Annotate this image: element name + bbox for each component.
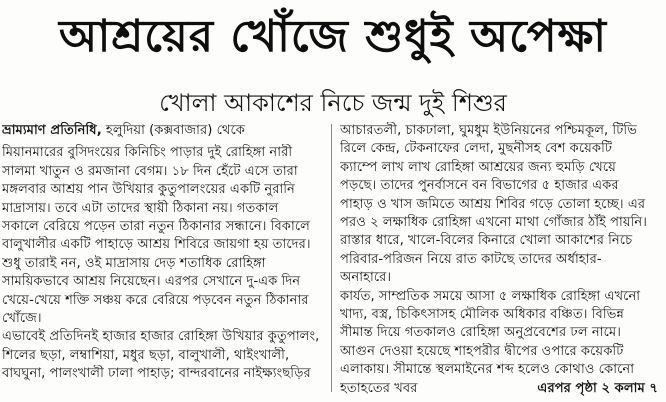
- body-line: খাদ্য, বস্ত্র, চিকিৎসাসহ মৌলিক অধিকার বঞ্চিত। বিভিন্ন: [340, 307, 624, 323]
- body-line: পরিবার-পরিজন নিয়ে রাত কাটছে তাদের অর্ধাহার-: [340, 251, 602, 267]
- body-line: হতাহতের খবর: [340, 380, 418, 396]
- body-line: শুধু তারাই নন, ওই মাদ্রাসায় দেড় শতাধিক রোহিঙ্গা: [2, 255, 266, 271]
- body-line: অনাহারে।: [340, 270, 392, 286]
- body-line: বাঘঘুনা, পালংখালী ঢালা পাহাড়; বান্দরবানের নাইক্ষ্যংছড়ির: [2, 366, 311, 382]
- body-line: মিয়ানমারের বুসিদংয়ের কিনিচিং পাড়ার দুই রোহিঙ্গা নারী: [2, 145, 293, 161]
- body-line: শিলের ছড়া, লম্বাশিয়া, মধুর ছড়া, বালুখালী, থাইংখালী,: [2, 347, 290, 363]
- body-line: পাহাড় ও খাস জমিতে আশ্রয় শিবির গড়ে তোলা হচ্ছে। এর: [340, 196, 646, 212]
- byline-reporter: ভ্রাম্যমাণ প্রতিনিধি,: [2, 123, 102, 138]
- body-line: সীমান্ত দিয়ে গতকালও রোহিঙ্গা অনুপ্রবেশের ঢল নামে।: [340, 325, 621, 341]
- headline: আশ্রয়ের খোঁজে শুধুই অপেক্ষা: [58, 11, 608, 62]
- body-line: মাদ্রাসায়। তবে এটা তাদের স্থায়ী ঠিকানা নয়। গতকাল: [2, 200, 279, 216]
- byline-place: হলুদিয়া (কক্সবাজার) থেকে: [105, 123, 246, 138]
- body-line: সালমা খাতুন ও রমজানা বেগম। ১৮ দিন হেঁটে এসে তারা: [2, 163, 298, 179]
- body-line: আগুন দেওয়া হয়েছে শাহপরীর দ্বীপের ওপারে কয়েকটি: [340, 343, 624, 359]
- byline: [2, 122, 324, 140]
- body-line: মঙ্গলবার আশ্রয় পান উখিয়ার কুতুপালংয়ের একটি নুরানি: [2, 182, 295, 198]
- body-line: রিলে কেন্দ্র, টেকনাফের লেদা, মুছনীসহ বেশ কয়েকটি: [340, 141, 613, 157]
- body-line: বালুখালীর একটি পাহাড়ে আশ্রয় শিবিরে জায়গা হয় তাদের।: [2, 237, 311, 253]
- body-line: রাস্তার ধারে, খালে-বিলের কিনারে খোলা আকাশের নিচে: [340, 233, 633, 249]
- subheadline: খোলা আকাশের নিচে জন্ম দুই শিশুর: [159, 89, 507, 117]
- body-line: পরও ২ লক্ষাধিক রোহিঙ্গা এখনো মাথা গোঁজার ঠাঁই পায়নি।: [340, 215, 647, 231]
- body-line: সকালে বেরিয়ে পড়েন তারা নতুন ঠিকানার সন্ধানে। বিকালে: [2, 219, 310, 235]
- body-line: খোঁজে।: [2, 311, 42, 327]
- body-line: এভাবেই প্রতিদিনই হাজার হাজার রোহিঙ্গা উখিয়ার কুতুপালং,: [2, 329, 320, 345]
- column-divider: [331, 124, 332, 392]
- body-line: পড়ছে। তাদের পুনর্বাসনে বন বিভাগের ৫ হাজার একর: [340, 178, 619, 194]
- article-column-left: [2, 122, 324, 384]
- body-line: কার্যত, সাম্প্রতিক সময়ে আসা ৫ লক্ষাধিক রোহিঙ্গা এখনো: [340, 288, 641, 304]
- body-line: আচারতলী, চাকঢালা, ঘুমধুম ইউনিয়নের পশ্চিমকূল, টিভি: [340, 123, 637, 138]
- body-line: এলাকায়। সীমান্তে স্থলমাইনের শব্দ হলেও কোথাও কোনো: [340, 362, 635, 378]
- body-line: খেয়ে-খেয়ে শক্তি সঞ্চয় করে বেরিয়ে পড়বেন নতুন ঠিকানার: [2, 292, 309, 308]
- continuation-note: এরপর পৃষ্ঠা ২ কলাম ৭: [537, 380, 658, 396]
- body-line-last: [340, 380, 662, 398]
- article-column-right: [340, 122, 662, 398]
- body-line: ক্যাম্পে লাখ লাখ রোহিঙ্গা আশ্রয়ের জন্য হুমড়ি খেয়ে: [340, 159, 616, 175]
- body-line: সাময়িকভাবে আশ্রয় নিয়েছেন। এরপর সেখানে দু-এক দিন: [2, 274, 301, 290]
